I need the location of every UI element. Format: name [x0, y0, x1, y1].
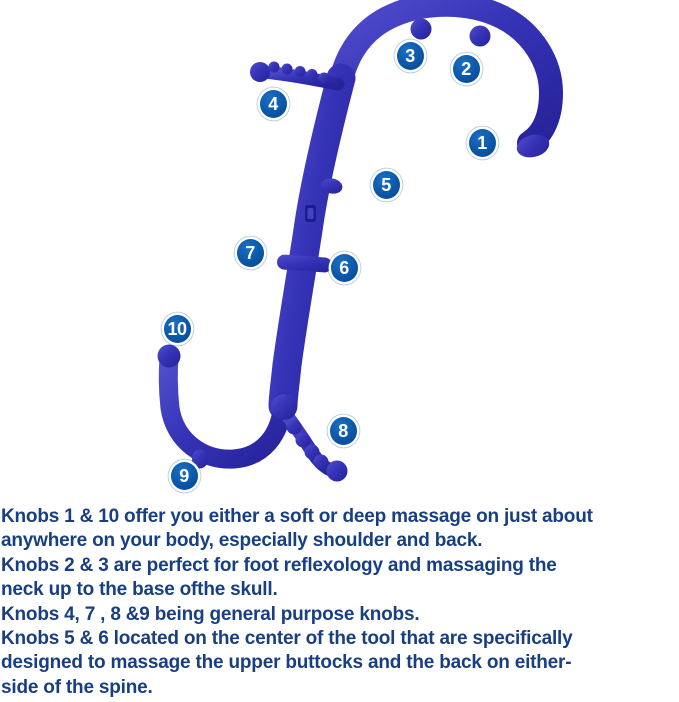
description-line: side of the spine.: [1, 676, 153, 698]
bottom-hook-tube: [168, 358, 283, 459]
knob-badge-6: 6: [331, 254, 358, 282]
knob-8-ball: [327, 461, 348, 482]
description-line: designed to massage the upper buttocks and the back on either-: [1, 652, 572, 674]
massage-cane-tubes: [168, 5, 551, 472]
arm-ridge-bump: [296, 433, 311, 448]
knob-badge-10: 10: [164, 315, 191, 343]
knob-6-7-crossbar: [277, 254, 333, 273]
knob-3-bump: [411, 19, 432, 40]
description-line: Knobs 1 & 10 offer you either a soft or deep massage on just about: [1, 506, 593, 527]
arm-ridge-bump: [295, 66, 306, 77]
arm-ridge-bump: [319, 73, 330, 84]
arm-ridge-bump: [282, 64, 293, 75]
top-hook-tube: [341, 5, 551, 143]
arm-ridge-bump: [314, 455, 329, 470]
knob-2-bump: [470, 26, 491, 47]
description-line: Knobs 4, 7 , 8 &9 being general purpose knobs.: [1, 603, 420, 625]
handle-slot-inner: [308, 208, 314, 219]
description-line: neck up to the base ofthe skull.: [1, 579, 278, 601]
knob-badge-4: 4: [260, 90, 287, 118]
description-line: Knobs 5 & 6 located on the center of the tool that are specifically: [1, 627, 573, 649]
knob-10-ball: [158, 345, 181, 368]
main-shaft-tube: [283, 78, 341, 406]
knob-badge-7: 7: [237, 239, 264, 267]
knob-badge-8: 8: [330, 417, 357, 445]
knob-badge-1: 1: [469, 129, 496, 157]
arm-joint-blob: [271, 394, 297, 420]
knob-badge-9: 9: [171, 462, 198, 490]
arm-ridge-bump: [307, 69, 318, 80]
description-line: anywhere on your body, especially shoulder and back.: [1, 530, 483, 552]
arm-ridge-bump: [287, 420, 302, 435]
knob-badge-5: 5: [373, 171, 400, 199]
knob-4-ball: [250, 62, 270, 82]
handle-slot: [305, 205, 316, 222]
knob-badge-3: 3: [397, 42, 424, 70]
description-line: Knobs 2 & 3 are perfect for foot reflexology and massaging the: [1, 554, 557, 576]
knob-badge-2: 2: [453, 55, 480, 83]
description-text: [1, 505, 679, 700]
massage-cane-knobs: [158, 19, 552, 482]
arm-ridge-bump: [269, 62, 280, 73]
